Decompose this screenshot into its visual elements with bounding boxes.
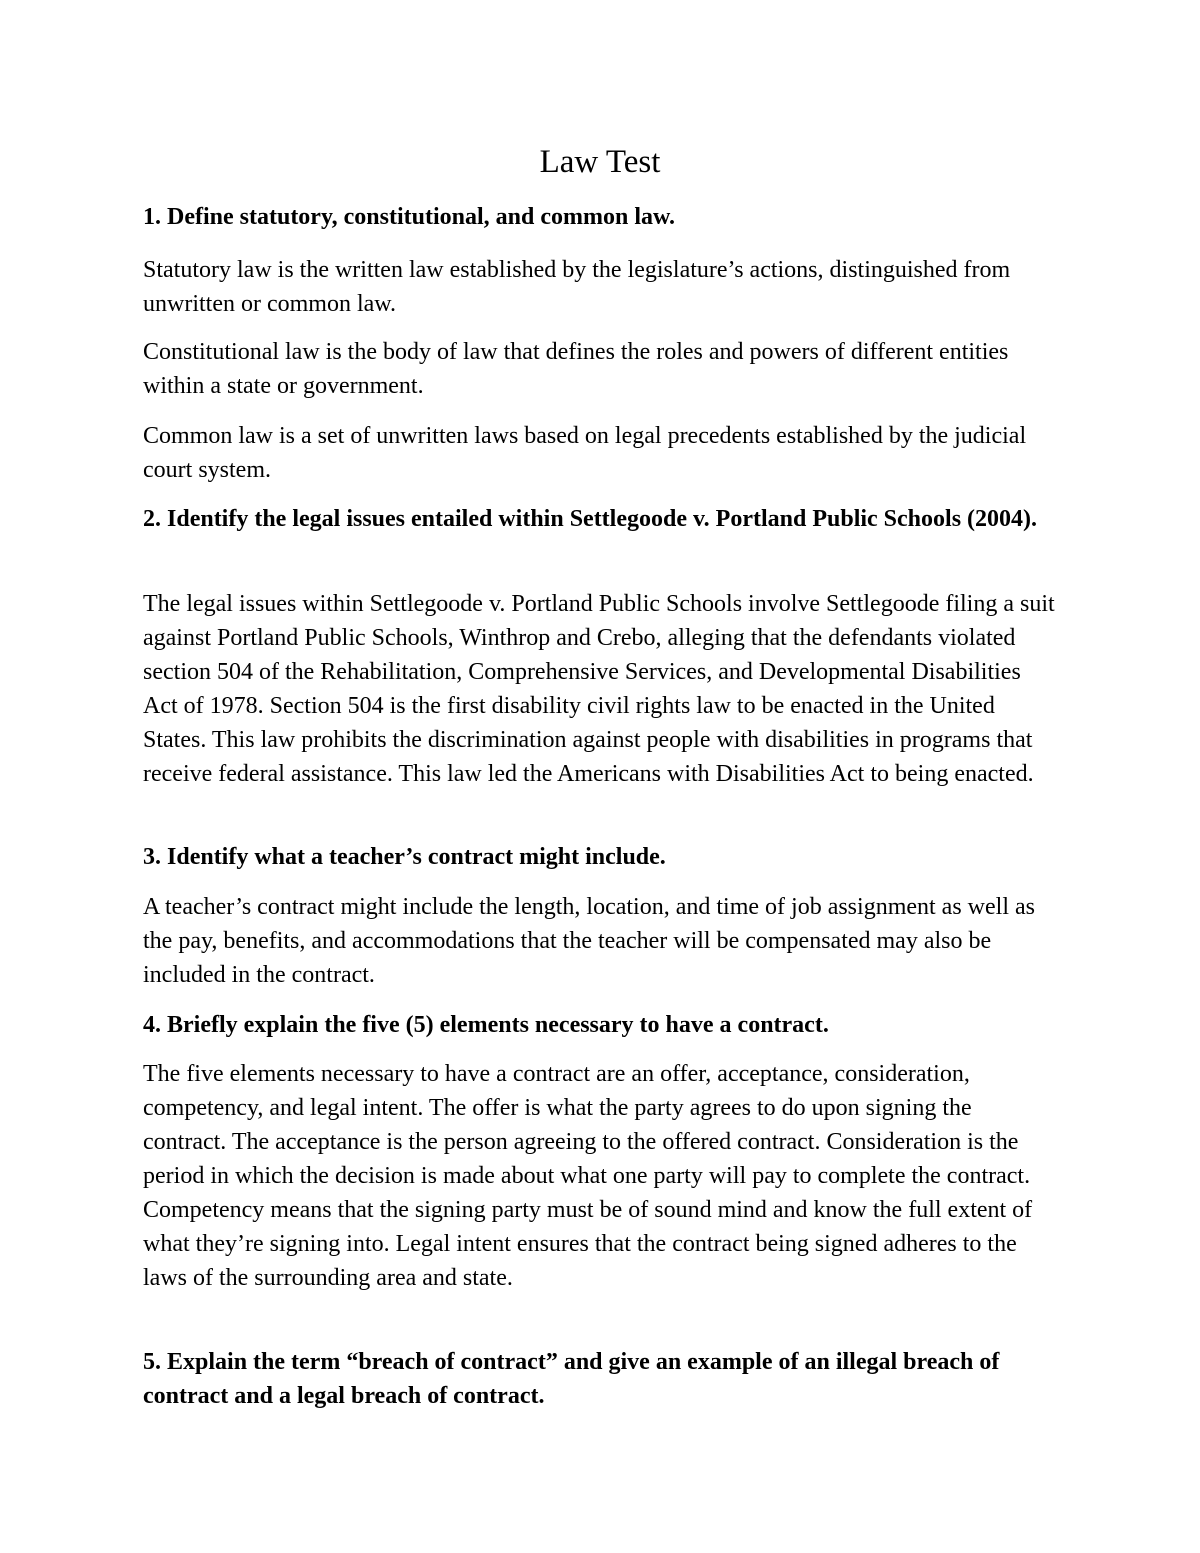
document-title: Law Test: [539, 144, 661, 180]
question-5: 5. Explain the term “breach of contract” and give an example of an illegal breach of contract and a legal breach of contract.: [143, 1349, 1000, 1409]
question-3: 3. Identify what a teacher’s contract might include.: [143, 844, 666, 870]
answer-4: The five elements necessary to have a contract are an offer, acceptance, consideration, competency, and legal intent. The offer is what the party agrees to do upon signing the contract. The acceptance is the person agreeing to the offered contract. Consideration is the period in which the decision is made about what one party will pay to complete the contract. Competency means that the signing party must be of sound mind and know the full extent of what they’re signing into. Legal intent ensures that the contract being signed adheres to the laws of the surrounding area and state.: [143, 1061, 1033, 1291]
answer-3: A teacher’s contract might include the length, location, and time of job assignment as well as the pay, benefits, and accommodations that the teacher will be compensated may also be included in the contract.: [143, 894, 1035, 988]
question-4: 4. Briefly explain the five (5) elements necessary to have a contract.: [143, 1012, 829, 1038]
answer-1-constitutional: Constitutional law is the body of law that defines the roles and powers of different entities within a state or government.: [143, 339, 1009, 399]
answer-1-statutory: Statutory law is the written law established by the legislature’s actions, distinguished from unwritten or common law.: [143, 257, 1011, 317]
question-2: 2. Identify the legal issues entailed within Settlegoode v. Portland Public Schools (2004).: [143, 506, 1038, 532]
question-1: 1. Define statutory, constitutional, and common law.: [143, 204, 676, 230]
answer-2: The legal issues within Settlegoode v. Portland Public Schools involve Settlegoode filing a suit against Portland Public Schools, Winthrop and Crebo, alleging that the defendants violated section 504 of the Rehabilitation, Comprehensive Services, and Developmental Disabilities Act of 1978. Section 504 is the first disability civil rights law to be enacted in the United States. This law prohibits the discrimination against people with disabilities in programs that receive federal assistance. This law led the Americans with Disabilities Act to being enacted.: [143, 591, 1055, 787]
answer-1-common: Common law is a set of unwritten laws based on legal precedents established by the judicial court system.: [143, 423, 1027, 483]
